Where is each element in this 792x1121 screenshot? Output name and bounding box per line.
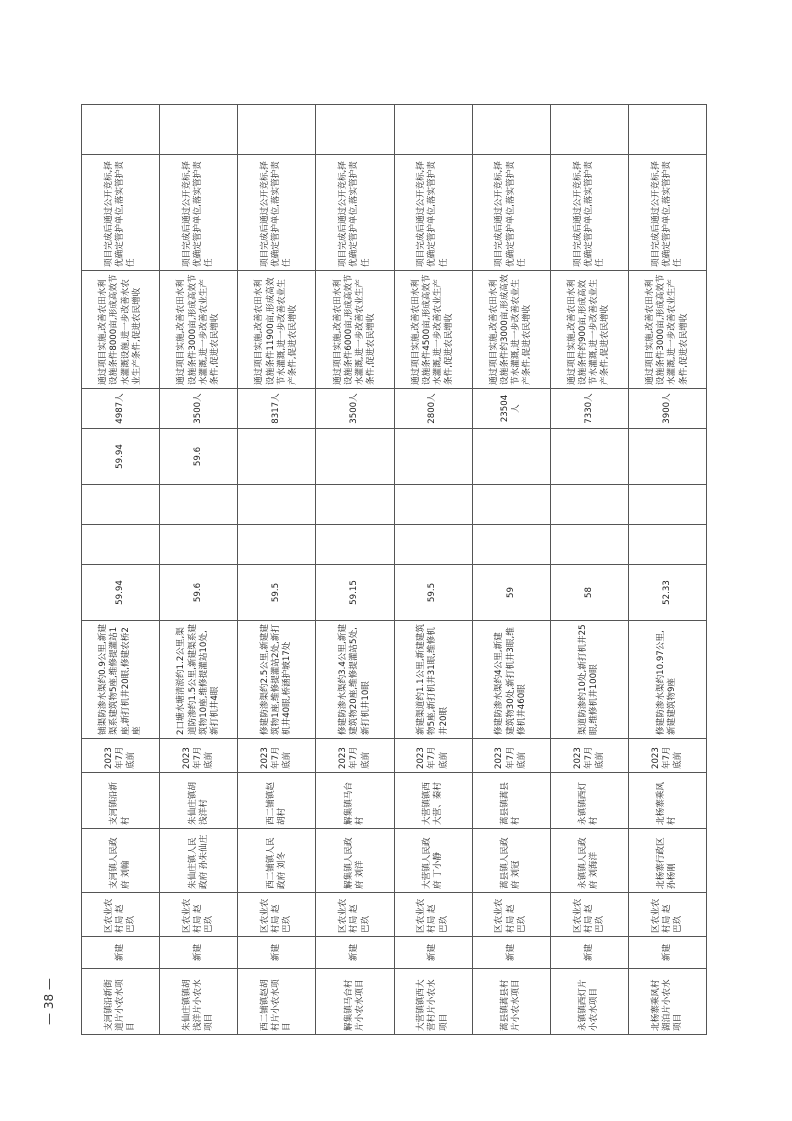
- cell-time: 2023年7月底前: [82, 739, 160, 773]
- cell-mechanism: 项目完成后通过公开竞标,择优确定管护单位,落实管护责任: [82, 155, 160, 271]
- cell-mechanism: 项目完成后通过公开竞标,择优确定管护单位,落实管护责任: [160, 155, 238, 271]
- cell-provincial: [316, 485, 394, 525]
- cell-benefits: 通过项目实施,改善农田水利设施条件约3000亩,形成高效节水灌溉,进一步改善农业生产条件,促进农民增收: [472, 271, 550, 389]
- cell-time: 2023年7月底前: [394, 739, 472, 773]
- cell-owner: 朱仙庄镇人民政府 孙朱仙庄: [160, 829, 238, 893]
- cell-time: 2023年7月底前: [628, 739, 706, 773]
- cell-blank: [160, 105, 238, 155]
- cell-blank: [238, 105, 316, 155]
- cell-time: 2023年7月底前: [160, 739, 238, 773]
- cell-dept: 区农业农村局 赵巴玖: [316, 893, 394, 937]
- table-row: [160, 105, 238, 1035]
- cell-blank: [394, 105, 472, 155]
- cell-location: 朱仙庄镇胡浅洋村: [160, 773, 238, 829]
- cell-beneficiaries: 7330人: [550, 389, 628, 429]
- cell-total: 59: [472, 565, 550, 621]
- cell-content: 修建防渗渠约2.5公里,新建建筑物1座,维修提灌站2处,新打机井40眼,桥涵护坡17处: [238, 621, 316, 739]
- cell-location: 蒿县镇蒿县村: [472, 773, 550, 829]
- cell-blank: [550, 105, 628, 155]
- cell-type: 新建: [628, 937, 706, 969]
- cell-blank: [82, 105, 160, 155]
- cell-mechanism: 项目完成后通过公开竞标,择优确定管护单位,落实管护责任: [316, 155, 394, 271]
- cell-owner: 解集镇人民政府 刘洋: [316, 829, 394, 893]
- cell-benefits: 通过项目实施,改善农田水利设施条件3000亩,形成高效节水灌溉,进一步改善农业生产条件,促进农民增收: [160, 271, 238, 389]
- cell-municipal: [394, 429, 472, 485]
- cell-total: 59.5: [238, 565, 316, 621]
- cell-beneficiaries: 3500人: [160, 389, 238, 429]
- cell-total: 52.33: [628, 565, 706, 621]
- cell-central: [628, 525, 706, 565]
- cell-content: 新建渠道约1.1公里,新建建筑物5座,新打机井31眼,维修机井20眼: [394, 621, 472, 739]
- cell-provincial: [628, 485, 706, 525]
- cell-total: 59.6: [160, 565, 238, 621]
- cell-type: 新建: [394, 937, 472, 969]
- cell-central: [550, 525, 628, 565]
- cell-total: 59.5: [394, 565, 472, 621]
- cell-municipal: 59.94: [82, 429, 160, 485]
- cell-provincial: [472, 485, 550, 525]
- cell-benefits: 通过项目实施,改善农田水利设施条件8000亩,形成高效节水灌溉设施,进一步改善水农业生产条件,促进农民增收: [82, 271, 160, 389]
- cell-owner: 西二铺镇人民政府 刘冬: [238, 829, 316, 893]
- cell-owner: 支河镇人民政府 刘翰: [82, 829, 160, 893]
- cell-municipal: [316, 429, 394, 485]
- cell-benefits: 通过项目实施,改善农田水利设施条件约900亩,形成高效节水灌溉,进一步改善农业生产条件,促进农民增收: [550, 271, 628, 389]
- cell-type: 新建: [160, 937, 238, 969]
- cell-name: 蒿县镇蒿县村片小农水项目: [472, 969, 550, 1035]
- cell-owner: 大营镇人民政府 丁小静: [394, 829, 472, 893]
- cell-location: 解集镇马台村: [316, 773, 394, 829]
- cell-central: [160, 525, 238, 565]
- cell-content: 修建防渗水渠约4公里,新建建筑物30处,新打机井3眼,维修机井460眼: [472, 621, 550, 739]
- table-row: [628, 105, 706, 1035]
- cell-dept: 区农业农村局 赵巴玖: [82, 893, 160, 937]
- table-body: [82, 105, 707, 1035]
- page-number: — 38 —: [42, 978, 56, 1025]
- cell-dept: 区农业农村局 赵巴玖: [160, 893, 238, 937]
- cell-location: 西二铺镇赵胡村: [238, 773, 316, 829]
- table-row: [550, 105, 628, 1035]
- cell-mechanism: 项目完成后通过公开竞标,择优确定管护单位,落实管护责任: [238, 155, 316, 271]
- cell-beneficiaries: 3900人: [628, 389, 706, 429]
- cell-provincial: [238, 485, 316, 525]
- table-row: [316, 105, 394, 1035]
- rotated-table-wrapper: [81, 105, 707, 1035]
- cell-type: 新建: [238, 937, 316, 969]
- cell-name: 朱仙庄镇镇胡浅洋片小农水项目: [160, 969, 238, 1035]
- cell-mechanism: 项目完成后通过公开竞标,择优确定管护单位,落实管护责任: [550, 155, 628, 271]
- cell-benefits: 通过项目实施,改善农田水利设施条件6000亩,形成高效节水灌溉,进一步改善农业生产条件,促进农民增收: [316, 271, 394, 389]
- cell-total: 58: [550, 565, 628, 621]
- cell-provincial: [394, 485, 472, 525]
- cell-central: [82, 525, 160, 565]
- cell-mechanism: 项目完成后通过公开竞标,择优确定管护单位,落实管护责任: [394, 155, 472, 271]
- cell-time: 2023年7月底前: [316, 739, 394, 773]
- cell-name: 西二铺镇赵胡村片小农水项目: [238, 969, 316, 1035]
- table-row: [472, 105, 550, 1035]
- cell-benefits: 通过项目实施,改善农田水利设施条件3000亩,形成高效节水灌溉,进一步改善农业生产条件,促进农民增收: [628, 271, 706, 389]
- cell-municipal: [472, 429, 550, 485]
- table-row: [394, 105, 472, 1035]
- cell-mechanism: 项目完成后通过公开竞标,择优确定管护单位,落实管护责任: [472, 155, 550, 271]
- cell-content: 修建防渗水渠约10.97公里,新建建筑物9座: [628, 621, 706, 739]
- cell-central: [238, 525, 316, 565]
- cell-time: 2023年7月底前: [550, 739, 628, 773]
- table-row: [238, 105, 316, 1035]
- cell-beneficiaries: 8317人: [238, 389, 316, 429]
- cell-location: 支河镇沿新村: [82, 773, 160, 829]
- cell-benefits: 通过项目实施,改善农田水利设施条件11900亩,形成高效节水灌溉,进一步改善农业生产条件,促进农民增收: [238, 271, 316, 389]
- cell-location: 大营镇镇西大营、秦村: [394, 773, 472, 829]
- cell-name: 永镇镇西灯片小农水项目: [550, 969, 628, 1035]
- cell-beneficiaries: 4987人: [82, 389, 160, 429]
- cell-owner: 蒿县镇人民政府 刘冠: [472, 829, 550, 893]
- cell-municipal: 59.6: [160, 429, 238, 485]
- cell-type: 新建: [82, 937, 160, 969]
- project-table: [81, 104, 707, 1035]
- cell-provincial: [550, 485, 628, 525]
- cell-municipal: [238, 429, 316, 485]
- cell-blank: [316, 105, 394, 155]
- cell-type: 新建: [472, 937, 550, 969]
- cell-dept: 区农业农村局 赵巴玖: [238, 893, 316, 937]
- cell-total: 59.15: [316, 565, 394, 621]
- cell-blank: [472, 105, 550, 155]
- cell-total: 59.94: [82, 565, 160, 621]
- cell-central: [472, 525, 550, 565]
- cell-dept: 区农业农村局 赵巴玖: [628, 893, 706, 937]
- table-row: [82, 105, 160, 1035]
- cell-content: 2口塘水塘清淤约1.2公里,渠道防渗约1.5公里,新建渠系建筑物10座,维修提灌站10处,新打机井4眼: [160, 621, 238, 739]
- cell-dept: 区农业农村局 赵巴玖: [394, 893, 472, 937]
- cell-content: 渠道防渗约10处,新打机井25眼,维修机井100眼: [550, 621, 628, 739]
- cell-mechanism: 项目完成后通过公开竞标,择优确定管护单位,落实管护责任: [628, 155, 706, 271]
- cell-type: 新建: [550, 937, 628, 969]
- cell-beneficiaries: 23504人: [472, 389, 550, 429]
- cell-name: 解集镇马台村片小农水项目: [316, 969, 394, 1035]
- cell-time: 2023年7月底前: [238, 739, 316, 773]
- cell-dept: 区农业农村局 赵巴玖: [472, 893, 550, 937]
- cell-provincial: [82, 485, 160, 525]
- cell-beneficiaries: 2800人: [394, 389, 472, 429]
- cell-owner: 永镇镇人民政府 刘海洋: [550, 829, 628, 893]
- cell-owner: 北杨寨行政区 孙杨刚: [628, 829, 706, 893]
- cell-beneficiaries: 3500人: [316, 389, 394, 429]
- cell-municipal: [628, 429, 706, 485]
- cell-name: 大营镇镇西大营村片小农水项目: [394, 969, 472, 1035]
- cell-central: [316, 525, 394, 565]
- cell-location: 永镇镇西灯村: [550, 773, 628, 829]
- cell-name: 北杨寨乘风村湖泊片小农水项目: [628, 969, 706, 1035]
- cell-type: 新建: [316, 937, 394, 969]
- cell-central: [394, 525, 472, 565]
- cell-benefits: 通过项目实施,改善农田水利设施条件4500亩,形成高效节水灌溉,进一步改善农业生产条件,促进农民增收: [394, 271, 472, 389]
- cell-location: 北杨寨乘风村: [628, 773, 706, 829]
- cell-name: 支河镇沿新街道片小农水项目: [82, 969, 160, 1035]
- cell-content: 修建防渗水渠约3.4公里,新建建筑物20座,维修提灌站5处,新打机井10眼: [316, 621, 394, 739]
- cell-provincial: [160, 485, 238, 525]
- cell-municipal: [550, 429, 628, 485]
- cell-dept: 区农业农村局 赵巴玖: [550, 893, 628, 937]
- cell-content: 铺渠防渗水渠约0.9公里,新建渠系建筑物5座,维修提灌站1座,新打机井20眼,修建农桥2座: [82, 621, 160, 739]
- cell-blank: [628, 105, 706, 155]
- cell-time: 2023年7月底前: [472, 739, 550, 773]
